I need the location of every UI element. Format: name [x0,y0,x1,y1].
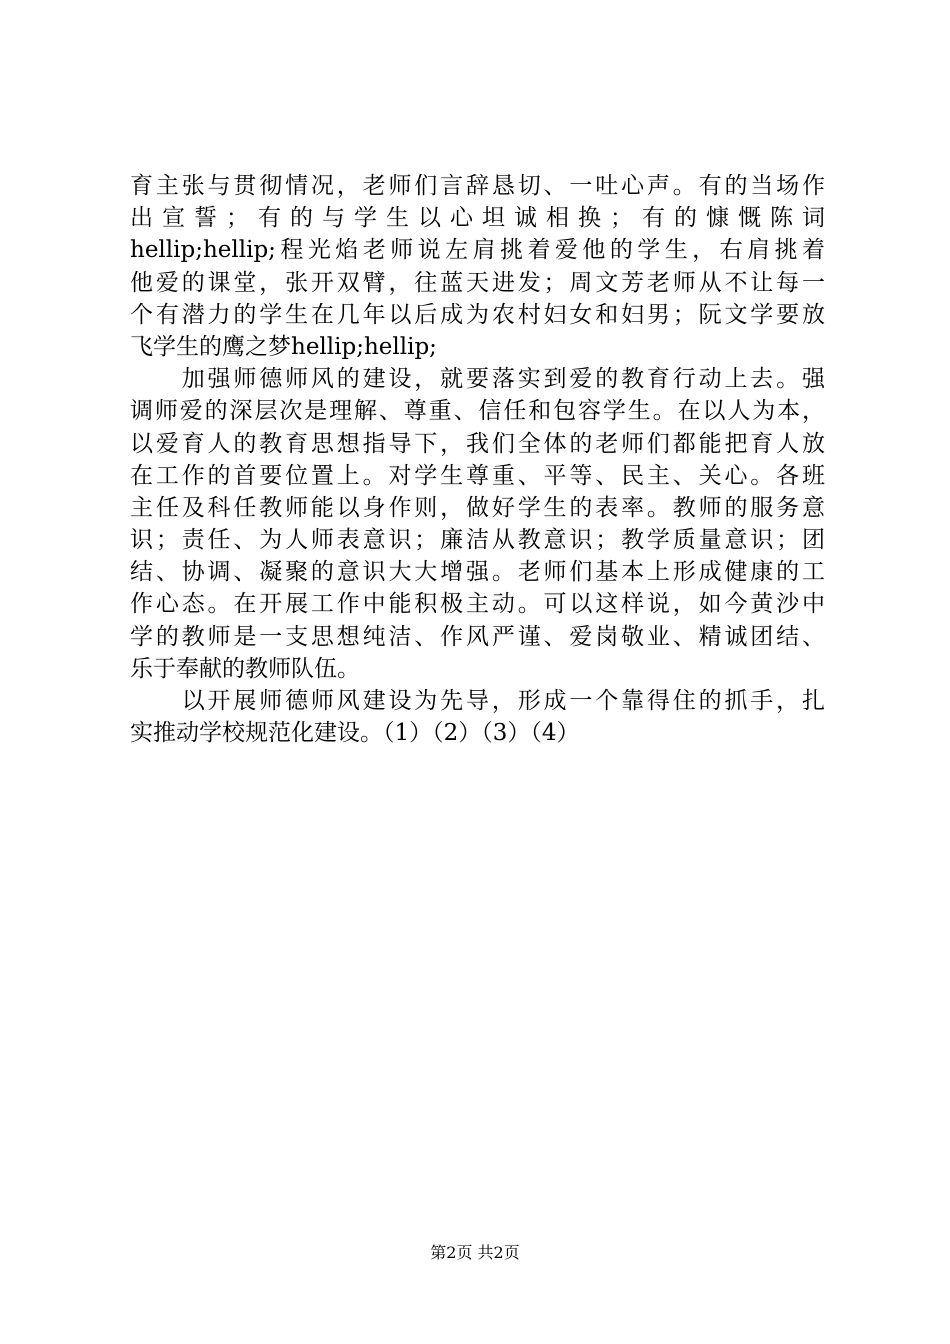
text-line: 实推动学校规范化建设。（1）（2）（3）（4） [130,720,580,747]
text-line: 学的教师是一支思想纯洁、作风严谨、爱岗敬业、精诚团结、 [130,623,825,650]
text-line: 加强师德师风的建设，就要落实到爱的教育行动上去。强 [130,366,825,393]
text-line: 乐于奉献的教师队伍。 [130,655,360,682]
page-number-footer: 第2页 共2页 [430,1243,520,1262]
body-text [130,170,825,749]
text-line: 作心态。在开展工作中能积极主动。可以这样说，如今黄沙中 [130,591,825,618]
text-line: 他爱的课堂，张开双臂，往蓝天进发；周文芳老师从不让每一 [130,269,825,296]
text-line: 主任及科任教师能以身作则，做好学生的表率。教师的服务意 [130,494,825,521]
text-line: 识；责任、为人师表意识；廉洁从教意识；教学质量意识；团 [130,527,825,554]
text-line: 以爱育人的教育思想指导下，我们全体的老师们都能把育人放 [130,430,825,457]
text-line: 在工作的首要位置上。对学生尊重、平等、民主、关心。各班 [130,462,825,489]
text-line: 结、协调、凝聚的意识大大增强。老师们基本上形成健康的工 [130,559,825,586]
text-line: hellip;hellip;程光焰老师说左肩挑着爱他的学生，右肩挑着 [130,237,825,264]
text-line: 以开展师德师风建设为先导，形成一个靠得住的抓手，扎 [130,688,825,714]
text-line: 个有潜力的学生在几年以后成为农村妇女和妇男；阮文学要放 [130,301,825,328]
text-line: 调师爱的深层次是理解、尊重、信任和包容学生。在以人为本， [130,398,825,425]
text-line: 育主张与贯彻情况，老师们言辞恳切、一吐心声。有的当场作 [130,173,825,199]
text-line: 飞学生的鹰之梦hellip;hellip; [130,333,437,360]
text-line: 出宣誓；有的与学生以心坦诚相换；有的慷慨陈词 [130,205,825,232]
